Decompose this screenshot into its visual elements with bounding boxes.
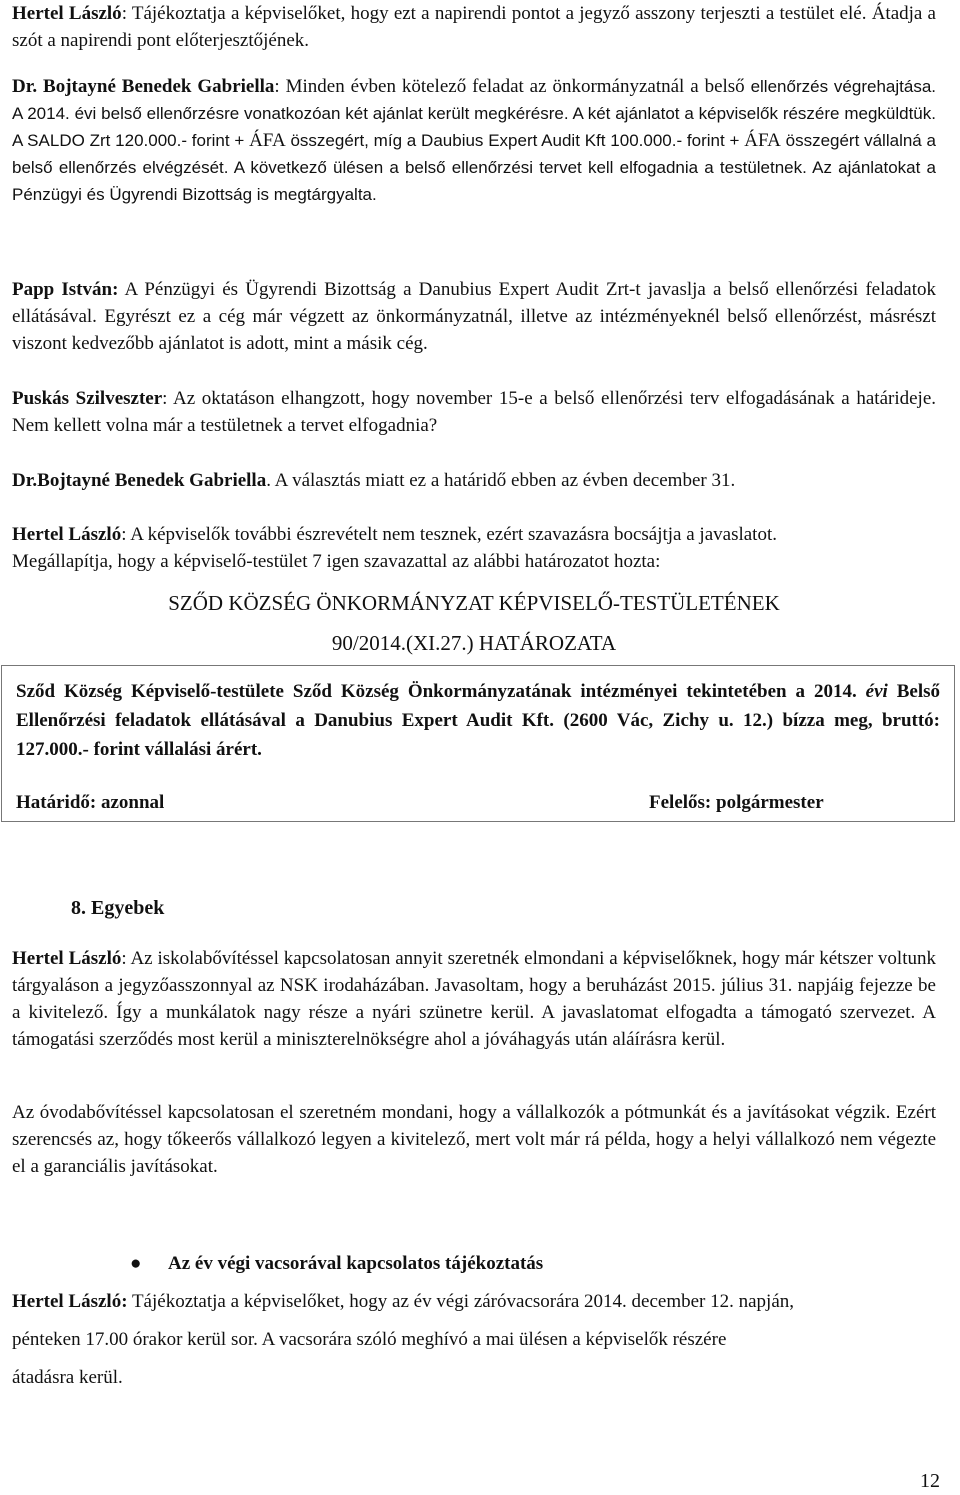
paragraph-dinner xyxy=(12,1283,936,1397)
speaker-name: Hertel László xyxy=(12,524,122,545)
speaker-name: Puskás Szilveszter xyxy=(12,388,163,409)
speaker-name: Hertel László xyxy=(12,3,122,24)
afa-label: ÁFA xyxy=(744,130,781,151)
paragraph-bojtayne-audit xyxy=(12,73,936,208)
afa-label: ÁFA xyxy=(249,130,286,151)
paragraph-text-line2: Megállapítja, hogy a képviselő-testület 7 igen szavazattal az alábbi határozatot hozta: xyxy=(12,551,661,572)
paragraph-text: : Az oktatáson elhangzott, hogy november 15-e a belső ellenőrzési terv elfogadásának a határideje. Nem kellett volna már a testületnek a tervet elfogadnia? xyxy=(12,388,936,436)
paragraph-text-line1: Tájékoztatja a képviselőket, hogy az év végi záróvacsorára 2014. december 12. napján, xyxy=(127,1291,795,1312)
paragraph-text-line2: pénteken 17.00 órakor kerül sor. A vacsorára szóló meghívó a mai ülésen a képviselők részére xyxy=(12,1329,727,1350)
paragraph-text-line3: átadásra kerül. xyxy=(12,1367,123,1388)
resolution-responsible: Felelős: polgármester xyxy=(649,792,824,813)
bullet-heading: Az év végi vacsorával kapcsolatos tájékoztatás xyxy=(168,1253,544,1274)
page-number: 12 xyxy=(920,1470,940,1492)
paragraph-text-sans: összegért, míg a Daubius Expert Audit Kft 100.000.- forint + xyxy=(285,131,745,150)
paragraph-text-sans: összegért vállalná a belső ellenőrzés elvégzését. A következő ülésen a belső ellenőrzési tervet kell elfogadnia a testületnek. Az ajánlatokat a Pénzügyi és Ügyrendi Bizottság is megtárgyalta. xyxy=(12,131,936,204)
paragraph-papp xyxy=(12,276,936,357)
resolution-number: 90/2014.(XI.27.) HATÁROZATA xyxy=(331,631,617,655)
paragraph-text: A Pénzügyi és Ügyrendi Bizottság a Danubius Expert Audit Zrt-t javaslja a belső ellenőrzési feladatok ellátásával. Egyrészt ez a cég már végzett az önkormányzatnál, illetve az intézményeknél belső ellenőrzést, másrészt viszont kedvezőbb ajánlatot is adott, mint a másik cég. xyxy=(12,279,936,354)
resolution-text-part2: Belső Ellenőrzési feladatok ellátásával a Danubius Expert Audit Kft. (2600 Vác, Zichy u. 12.) bízza meg, bruttó: 127.000.- forint vállalási árért. xyxy=(16,681,940,760)
paragraph-text: : A képviselők további észrevételt nem tesznek, ezért szavazásra bocsájtja a javaslatot. xyxy=(121,524,777,545)
resolution-heading: SZŐD KÖZSÉG ÖNKORMÁNYZAT KÉPVISELŐ-TESTÜLETÉNEK xyxy=(168,591,780,615)
paragraph-hertel-intro xyxy=(12,0,936,54)
paragraph-text: : Minden évben kötelező feladat az önkormányzatnál a belső xyxy=(274,76,751,97)
paragraph-text: . A választás miatt ez a határidő ebben az évben december 31. xyxy=(266,470,736,491)
resolution-text xyxy=(16,677,940,764)
resolution-box xyxy=(1,665,955,822)
paragraph-kindergarten: Az óvodabővítéssel kapcsolatosan el szeretném mondani, hogy a vállalkozók a pótmunkát és a javításokat végzik. Ezért szerencsés az, hogy tőkeerős vállalkozó legyen a kivitelező, mert volt már rá példa, hogy a helyi vállalkozó nem végezte el a garanciális javításokat. xyxy=(12,1102,936,1177)
speaker-name: Papp István: xyxy=(12,279,119,300)
paragraph-text: : Az iskolabővítéssel kapcsolatosan annyit szeretnék elmondani a képviselőknek, hogy már kétszer voltunk tárgyaláson a jegyzőasszonnyal az NSK irodaházában. Javasoltam, hogy a beruházást 2015. július 31. napjáig fejezze be a kivitelező. Így a munkálatok nagy része a nyári szünetre kerül. A javaslatomat elfogadta a támogató szervezet. A támogatási szerződés most kerül a miniszterelnökségre ahol a jóváhagyás után aláírásra kerül. xyxy=(12,948,936,1050)
paragraph-puskas xyxy=(12,385,936,439)
section-heading: 8. Egyebek xyxy=(71,897,165,919)
resolution-text-part1: Sződ Község Képviselő-testülete Sződ Község Önkormányzatának intézményei tekintetében a 2014. xyxy=(16,681,866,702)
resolution-deadline: Határidő: azonnal xyxy=(16,792,165,813)
resolution-text-italic: évi xyxy=(865,681,888,702)
paragraph-hertel-school xyxy=(12,945,936,1053)
paragraph-text: : Tájékoztatja a képviselőket, hogy ezt a napirendi pontot a jegyző asszony terjeszti a testület elé. Átadja a szót a napirendi pont előterjesztőjének. xyxy=(12,3,936,51)
paragraph-hertel-vote xyxy=(12,521,936,575)
bullet-icon: ● xyxy=(130,1253,142,1274)
speaker-name: Hertel László xyxy=(12,948,122,969)
speaker-name: Dr. Bojtayné Benedek Gabriella xyxy=(12,76,275,97)
speaker-name: Dr.Bojtayné Benedek Gabriella xyxy=(12,470,267,491)
paragraph-bojtayne-deadline xyxy=(12,467,936,494)
paragraph-text-sans: ellenőrzés végrehajtása. A 2014. évi belső ellenőrzésre vonatkozóan két ajánlat került megkérésre. A két ajánlatot a képviselők részére megküldtük. A SALDO Zrt 120.000.- forint + xyxy=(12,77,937,150)
speaker-name: Hertel László: xyxy=(12,1291,128,1312)
